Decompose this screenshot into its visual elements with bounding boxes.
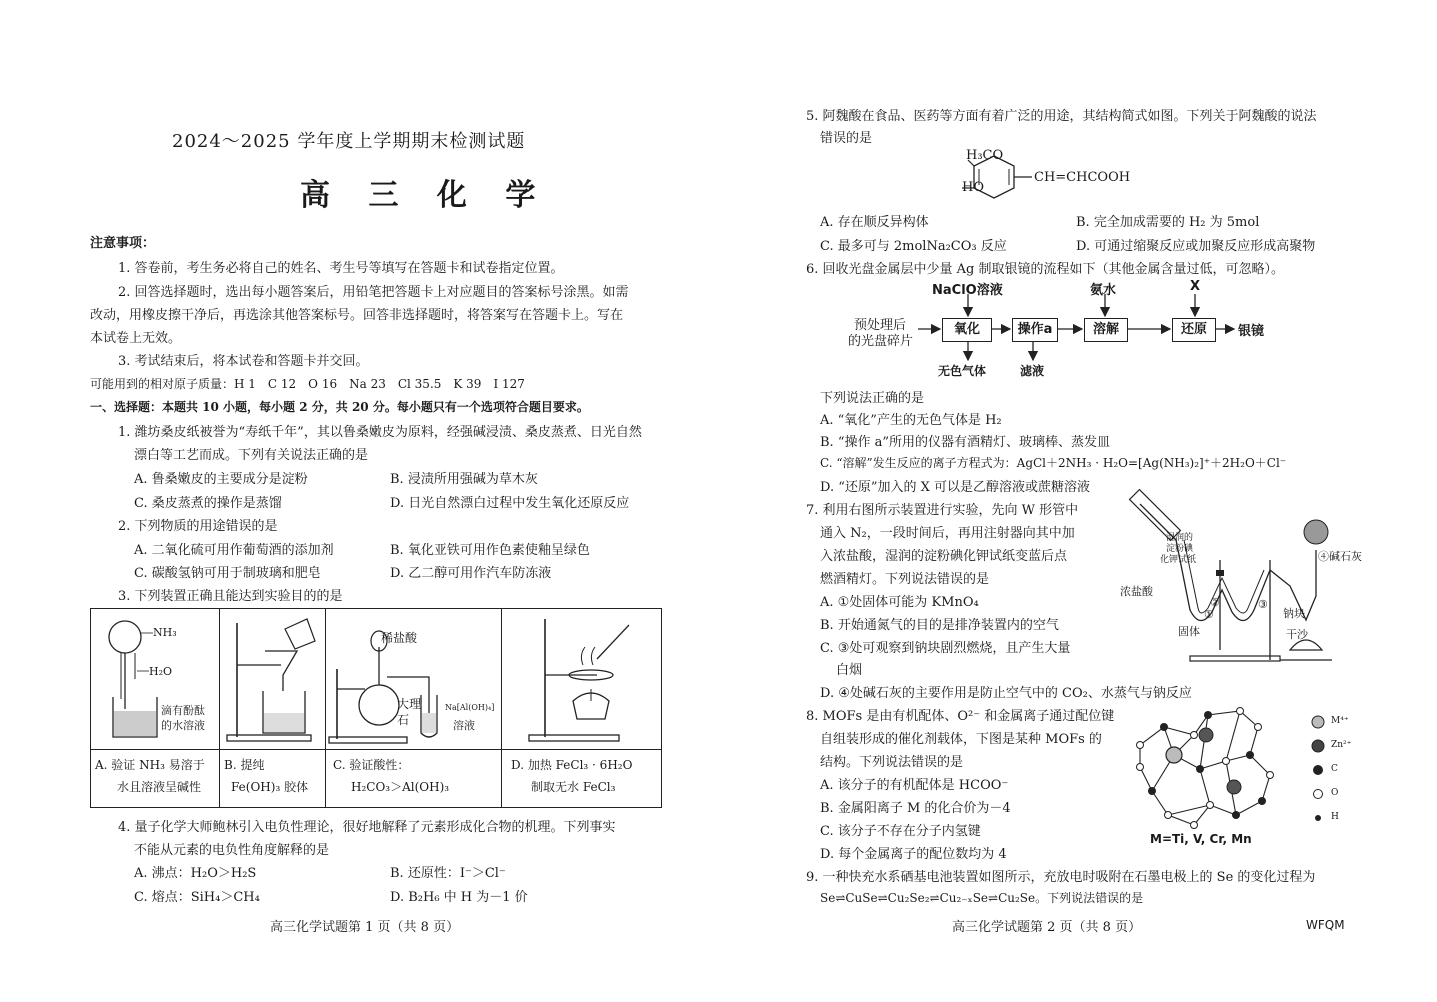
phenol-label: 滴有酚酞 — [161, 704, 205, 717]
naal-label: 溶液 — [453, 719, 475, 732]
legend-label: M⁴⁺ — [1331, 716, 1349, 726]
q3-stem: 3. 下列装置正确且能达到实验目的的是 — [118, 589, 343, 604]
legend-label: Zn²⁺ — [1331, 740, 1352, 750]
filtration-apparatus-illustration — [219, 609, 325, 749]
q5-option-d: D. 可通过缩聚反应或加聚反应形成高聚物 — [1076, 239, 1316, 254]
notice-line: 1. 答卷前，考生务必将自己的姓名、考生号等填写在答题卡和试卷指定位置。 — [118, 261, 564, 276]
q6-option-a: A. “氧化”产生的无色气体是 H₂ — [820, 413, 1002, 428]
q2-option-c: C. 碳酸氢钠可用于制玻璃和肥皂 — [134, 566, 321, 581]
q5-stem: 错误的是 — [820, 131, 873, 146]
q4-option-a: A. 沸点：H₂O＞H₂S — [134, 866, 257, 881]
flow-start: 的光盘碎片 — [848, 334, 914, 349]
atomic-masses: 可能用到的相对原子质量：H 1 C 12 O 16 Na 23 Cl 35.5 K 39 I 127 — [90, 377, 525, 391]
q1-option-b: B. 浸渍所用强碱为草木灰 — [390, 472, 538, 487]
q8-option-c: C. 该分子不存在分子内氢键 — [820, 824, 981, 839]
q8-stem: 自组装形成的催化剂载体，下图是某种 MOFs 的 — [820, 732, 1102, 747]
fig-label-hcl: 浓盐酸 — [1120, 585, 1153, 598]
q6-flow-arrows — [720, 280, 1437, 380]
q7-stem: 7. 利用右图所示装置进行实验，先向 W 形管中 — [806, 503, 1079, 518]
q2-option-a: A. 二氧化硫可用作葡萄酒的添加剂 — [134, 543, 334, 558]
page-footer: 高三化学试题第 1 页（共 8 页） — [270, 920, 460, 935]
q5-option-a: A. 存在顺反异构体 — [820, 215, 929, 230]
heating-apparatus-illustration — [501, 609, 659, 749]
nh3-label: NH₃ — [153, 626, 177, 639]
legend-label: C — [1331, 764, 1338, 774]
fig-label-site-1: ① — [1204, 608, 1214, 621]
page-footer: 高三化学试题第 2 页（共 8 页） — [952, 920, 1142, 935]
flow-output-gas: 无色气体 — [938, 364, 987, 378]
corner-mark: WFQM — [1306, 918, 1345, 932]
q3-caption-a: A. 验证 NH₃ 易溶于 — [95, 758, 205, 772]
exam-title: 2024～2025 学年度上学期期末检测试题 — [172, 131, 526, 152]
notice-line: 改动，用橡皮擦干净后，再选涂其他答案标号。回答非选择题时，将答案写在答题卡上。写在 — [90, 308, 624, 323]
fig-label-site-2: ② — [1210, 596, 1220, 609]
q7-stem: 燃酒精灯。下列说法错误的是 — [820, 572, 990, 587]
notice-line: 本试卷上无效。 — [90, 331, 182, 346]
q2-option-d: D. 乙二醇可用作汽车防冻液 — [390, 566, 552, 581]
notice-heading: 注意事项： — [90, 236, 156, 251]
q4-option-d: D. B₂H₆ 中 H 为－1 价 — [390, 890, 528, 905]
q3-caption-b: B. 提纯 — [224, 758, 265, 772]
marble-label: 大理 — [397, 697, 422, 711]
section-heading: 一、选择题：本题共 10 小题，每小题 2 分，共 20 分。每小题只有一个选项符合题目要求。 — [90, 400, 589, 414]
q9-stem: Se⇌CuSe⇌Cu₂Se₂⇌Cu₂₋ₓSe⇌Cu₂Se。下列说法错误的是 — [820, 891, 1144, 905]
q3-caption-c: H₂CO₃＞Al(OH)₃ — [351, 780, 450, 794]
q8-option-b: B. 金属阳离子 M 的化合价为－4 — [820, 801, 1011, 816]
fig-label-site-3: ③ — [1258, 598, 1268, 611]
side-chain-label: CH=CHCOOH — [1034, 170, 1131, 185]
marble-label: 石 — [397, 713, 410, 727]
flow-reagent-x: X — [1190, 279, 1201, 294]
q3-caption-d: 制取无水 FeCl₃ — [531, 780, 616, 794]
fig-label-sand: 干沙 — [1286, 628, 1308, 641]
q1-stem: 漂白等工艺而成。下列有关说法正确的是 — [134, 448, 369, 463]
q6-stem: 6. 回收光盘金属层中少量 Ag 制取银镜的流程如下（其他金属含量过低，可忽略）。 — [806, 262, 1285, 277]
q7-option-a: A. ①处固体可能为 KMnO₄ — [820, 595, 979, 610]
q3-caption-c: C. 验证酸性： — [333, 758, 410, 772]
flow-output-filtrate: 滤液 — [1020, 364, 1045, 378]
hydroxy-label: HO — [962, 180, 984, 195]
flow-step-dissolve: 溶解 — [1084, 318, 1128, 342]
legend-label: H — [1331, 812, 1339, 822]
q6-option-b: B. “操作 a”所用的仪器有酒精灯、玻璃棒、蒸发皿 — [820, 435, 1110, 450]
mof-legend-symbols — [1310, 710, 1330, 830]
q8-stem: 结构。下列说法错误的是 — [820, 755, 964, 770]
right-page — [720, 0, 1437, 1002]
legend-label: O — [1331, 788, 1339, 798]
q1-stem: 1. 潍坊桑皮纸被誉为“寿纸千年”，其以鲁桑嫩皮为原料，经强碱浸渍、桑皮蒸煮、日光自然 — [118, 425, 642, 440]
left-page — [0, 0, 700, 1002]
q7-stem: 通入 N₂，一段时间后，再用注射器向其中加 — [820, 526, 1075, 541]
q1-option-a: A. 鲁桑嫩皮的主要成分是淀粉 — [134, 472, 308, 487]
q8-option-d: D. 每个金属离子的配位数均为 4 — [820, 847, 1007, 862]
q2-option-b: B. 氧化亚铁可用作色素使釉呈绿色 — [390, 543, 590, 558]
q4-stem: 4. 量子化学大师鲍林引入电负性理论，很好地解释了元素形成化合物的机理。下列事实 — [118, 820, 616, 835]
flow-reagent-naclo: NaClO溶液 — [932, 283, 1003, 298]
q3-apparatus-table — [90, 608, 662, 808]
q4-option-b: B. 还原性：I⁻＞Cl⁻ — [390, 866, 506, 881]
flow-start: 预处理后 — [854, 318, 907, 333]
q9-stem: 9. 一种快充水系硒基电池装置如图所示，充放电时吸附在石墨电极上的 Se 的变化过程为 — [806, 870, 1316, 885]
q3-caption-b: Fe(OH)₃ 胶体 — [231, 780, 309, 794]
fig-label-paper: 湿润的 — [1166, 533, 1194, 543]
flow-reagent-ammonia: 氨水 — [1090, 283, 1117, 298]
q5-option-b: B. 完全加成需要的 H₂ 为 5mol — [1076, 215, 1260, 230]
flow-step-operation-a: 操作a — [1012, 318, 1058, 342]
q4-option-c: C. 熔点：SiH₄＞CH₄ — [134, 890, 260, 905]
q8-option-a: A. 该分子的有机配体是 HCOO⁻ — [820, 778, 1009, 793]
flow-step-reduce: 还原 — [1172, 318, 1216, 342]
flow-product: 银镜 — [1238, 324, 1265, 339]
q6-option-c: C. “溶解”发生反应的离子方程式为：AgCl＋2NH₃ · H₂O=[Ag(NH₃)₂]⁺＋2H₂O＋Cl⁻ — [820, 456, 1287, 470]
phenol-label: 的水溶液 — [161, 719, 205, 732]
q3-caption-d: D. 加热 FeCl₃ · 6H₂O — [511, 758, 633, 772]
q8-stem: 8. MOFs 是由有机配体、O²⁻ 和金属离子通过配位键 — [806, 709, 1115, 724]
q6-ask: 下列说法正确的是 — [820, 391, 925, 406]
fig-label-paper: 淀粉碘 — [1166, 544, 1194, 554]
w-tube-apparatus-illustration — [1120, 500, 1410, 670]
naal-label: Na[Al(OH)₄] — [445, 703, 495, 712]
notice-line: 3. 考试结束后，将本试卷和答题卡并交回。 — [118, 354, 369, 369]
q5-option-c: C. 最多可与 2molNa₂CO₃ 反应 — [820, 239, 1007, 254]
notice-line: 2. 回答选择题时，选出每小题答案后，用铅笔把答题卡上对应题目的答案标号涂黑。如需 — [118, 285, 629, 300]
mof-structure-illustration — [1130, 705, 1310, 833]
methoxy-label: H₃CO — [966, 148, 1004, 163]
flow-step-oxidation: 氧化 — [942, 318, 992, 342]
water-label: H₂O — [149, 665, 173, 678]
q7-option-c: 白烟 — [836, 663, 863, 678]
subject-title: 高 三 化 学 — [300, 178, 550, 213]
fig-label-paper: 化钾试纸 — [1160, 555, 1197, 565]
q6-option-d: D. “还原”加入的 X 可以是乙醇溶液或蔗糖溶液 — [820, 480, 1091, 495]
q1-option-d: D. 日光自然漂白过程中发生氧化还原反应 — [390, 496, 630, 511]
q7-option-c: C. ③处可观察到钠块剧烈燃烧，且产生大量 — [820, 641, 1071, 656]
q1-option-c: C. 桑皮蒸煮的操作是蒸馏 — [134, 496, 282, 511]
q7-stem: 入浓盐酸，湿润的淀粉碘化钾试纸变蓝后点 — [820, 549, 1068, 564]
q5-stem: 5. 阿魏酸在食品、医药等方面有着广泛的用途，其结构简式如图。下列关于阿魏酸的说法 — [806, 109, 1317, 124]
q7-option-d: D. ④处碱石灰的主要作用是防止空气中的 CO₂、水蒸气与钠反应 — [820, 686, 1192, 701]
fig-label-soda-lime: ④碱石灰 — [1318, 550, 1362, 563]
q3-caption-a: 水且溶液呈碱性 — [117, 780, 202, 794]
metal-label: M=Ti, V, Cr, Mn — [1150, 832, 1252, 846]
fig-label-sodium: 钠块 — [1283, 607, 1305, 620]
hcl-label: 稀盐酸 — [381, 631, 418, 645]
q2-stem: 2. 下列物质的用途错误的是 — [118, 519, 278, 534]
fig-label-solid: 固体 — [1178, 625, 1200, 638]
q4-stem: 不能从元素的电负性角度解释的是 — [134, 843, 330, 858]
q7-option-b: B. 开始通氮气的目的是排净装置内的空气 — [820, 618, 1059, 633]
